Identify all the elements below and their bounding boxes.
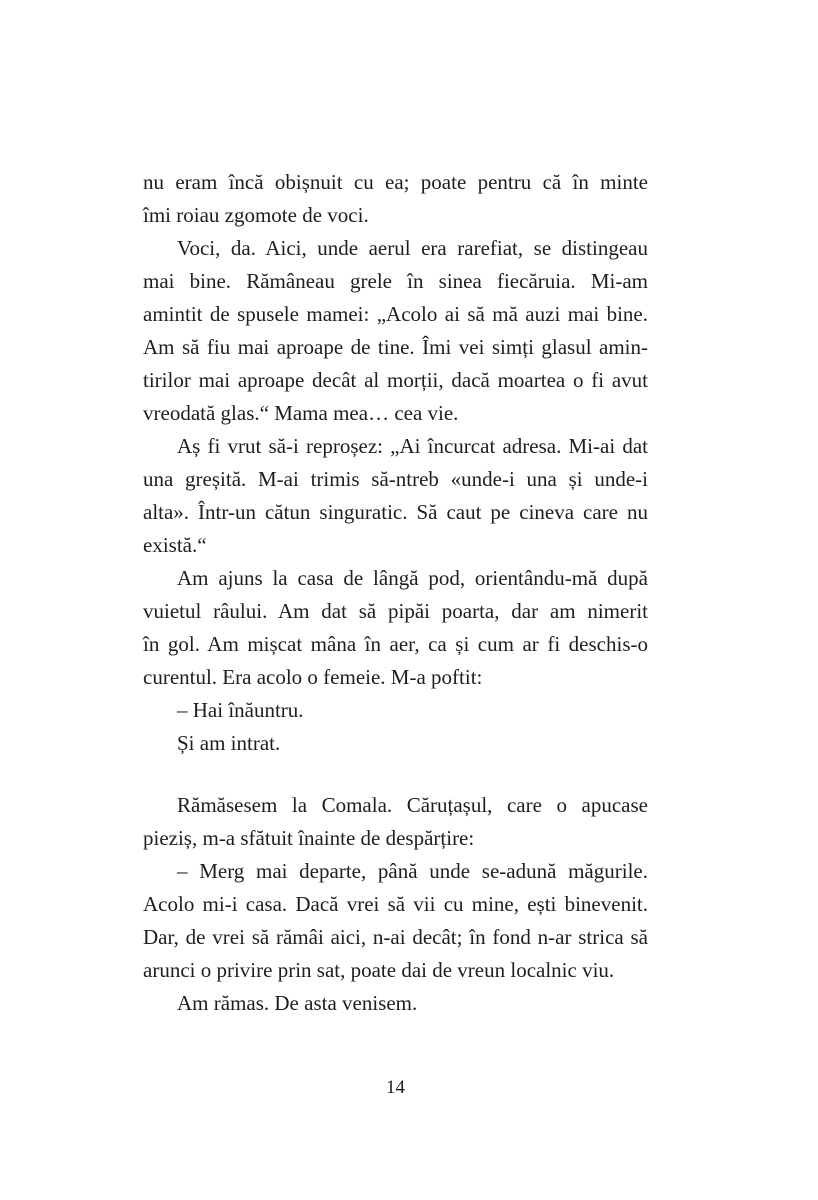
text-line: una greșită. M-ai trimis să-ntreb «unde-i una și unde-i bbox=[143, 467, 648, 491]
text-line: există.“ bbox=[143, 533, 207, 557]
text-line: în gol. Am mișcat mâna în aer, ca și cum ar fi deschis-o bbox=[143, 632, 648, 656]
text-line: nu eram încă obișnuit cu ea; poate pentru că în minte bbox=[143, 170, 648, 194]
text-block bbox=[143, 166, 648, 1020]
text-line: îmi roiau zgomote de voci. bbox=[143, 203, 369, 227]
text-line: – Merg mai departe, până unde se-adună măgurile. bbox=[177, 859, 648, 883]
page-number: 14 bbox=[386, 1077, 405, 1098]
text-line: Dar, de vrei să rămâi aici, n-ai decât; în fond n-ar strica să bbox=[143, 925, 648, 949]
text-line: alta». Într-un cătun singuratic. Să caut pe cineva care nu bbox=[143, 500, 648, 524]
text-line: Voci, da. Aici, unde aerul era rarefiat, se distingeau bbox=[177, 236, 648, 260]
text-line: vreodată glas.“ Mama mea… cea vie. bbox=[143, 401, 459, 425]
text-line: Aș fi vrut să-i reproșez: „Ai încurcat adresa. Mi-ai dat bbox=[177, 434, 648, 458]
text-line: Rămăsesem la Comala. Căruțașul, care o apucase bbox=[177, 793, 648, 817]
text-line: – Hai înăuntru. bbox=[177, 698, 304, 722]
text-line: curentul. Era acolo o femeie. M-a poftit: bbox=[143, 665, 483, 689]
text-line: Am ajuns la casa de lângă pod, orientându-mă după bbox=[177, 566, 648, 590]
text-line: Am să fiu mai aproape de tine. Îmi vei simți glasul amin- bbox=[143, 335, 648, 359]
text-line: Am rămas. De asta venisem. bbox=[177, 991, 418, 1015]
text-line: Și am intrat. bbox=[177, 731, 281, 755]
text-line: arunci o privire prin sat, poate dai de vreun localnic viu. bbox=[143, 958, 615, 982]
text-line: tirilor mai aproape decât al morții, dacă moartea o fi avut bbox=[143, 368, 648, 392]
text-line: pieziș, m-a sfătuit înainte de despărțire: bbox=[143, 826, 475, 850]
text-line: mai bine. Rămâneau grele în sinea fiecăruia. Mi-am bbox=[143, 269, 648, 293]
text-line: Acolo mi-i casa. Dacă vrei să vii cu mine, ești binevenit. bbox=[143, 892, 648, 916]
text-line: amintit de spusele mamei: „Acolo ai să mă auzi mai bine. bbox=[143, 302, 648, 326]
text-line: vuietul râului. Am dat să pipăi poarta, dar am nimerit bbox=[143, 599, 648, 623]
